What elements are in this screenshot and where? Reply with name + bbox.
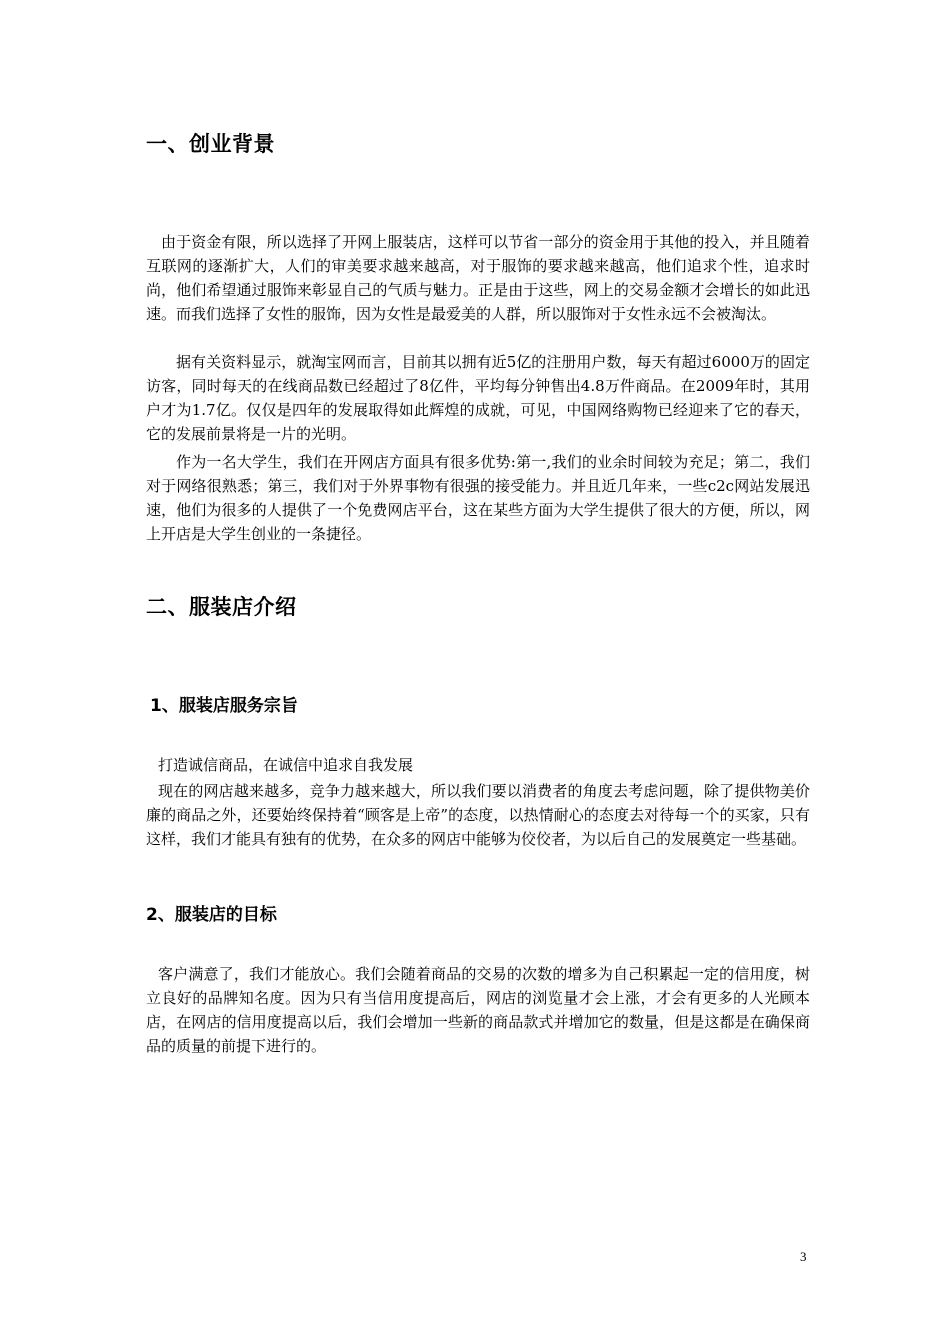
- subsection1-paragraph-2: 现在的网店越来越多，竞争力越来越大，所以我们要以消费者的角度去考虑问题，除了提供物美价廉的商品之外，还要始终保持着“顾客是上帝”的态度，以热情耐心的态度去对待每一个的买家，只有这样，我们才能具有独有的优势，在众多的网店中能够为佼佼者，为以后自己的发展奠定一些基础。: [146, 782, 810, 848]
- subsection1-paragraph-1: 打造诚信商品，在诚信中追求自我发展: [158, 756, 414, 774]
- section2-heading: 二、服装店介绍: [146, 595, 297, 619]
- subsection2-heading: 2、服装店的目标: [146, 905, 277, 925]
- section1-paragraph-3: 作为一名大学生，我们在开网店方面具有很多优势:第一,我们的业余时间较为充足；第二，我们对于网络很熟悉；第三，我们对于外界事物有很强的接受能力。并且近几年来，一些c2c网站发展迅速，他们为很多的人提供了一个免费网店平台，这在某些方面为大学生提供了很大的方便，所以，网上开店是大学生创业的一条捷径。: [146, 453, 810, 543]
- section1-paragraph-1: 由于资金有限，所以选择了开网上服装店，这样可以节省一部分的资金用于其他的投入，并且随着互联网的逐渐扩大，人们的审美要求越来越高，对于服饰的要求越来越高，他们追求个性，追求时尚，他们希望通过服饰来彰显自己的气质与魅力。正是由于这些，网上的交易金额才会增长的如此迅速。而我们选择了女性的服饰，因为女性是最爱美的人群，所以服饰对于女性永远不会被淘汰。: [146, 233, 810, 323]
- section1-paragraph-2: 据有关资料显示，就淘宝网而言，目前其以拥有近5亿的注册用户数，每天有超过6000万的固定访客，同时每天的在线商品数已经超过了8亿件，平均每分钟售出4.8万件商品。在2009年时，其用户才为1.7亿。仅仅是四年的发展取得如此辉煌的成就，可见，中国网络购物已经迎来了它的春天，它的发展前景将是一片的光明。: [146, 353, 810, 443]
- page-number: 3: [800, 1249, 807, 1264]
- subsection1-heading: 1、服装店服务宗旨: [150, 696, 298, 716]
- section1-heading: 一、创业背景: [146, 132, 275, 156]
- subsection2-paragraph-1: 客户满意了，我们才能放心。我们会随着商品的交易的次数的增多为自己积累起一定的信用度，树立良好的品牌知名度。因为只有当信用度提高后，网店的浏览量才会上涨，才会有更多的人光顾本店，在网店的信用度提高以后，我们会增加一些新的商品款式并增加它的数量，但是这都是在确保商品的质量的前提下进行的。: [146, 965, 810, 1055]
